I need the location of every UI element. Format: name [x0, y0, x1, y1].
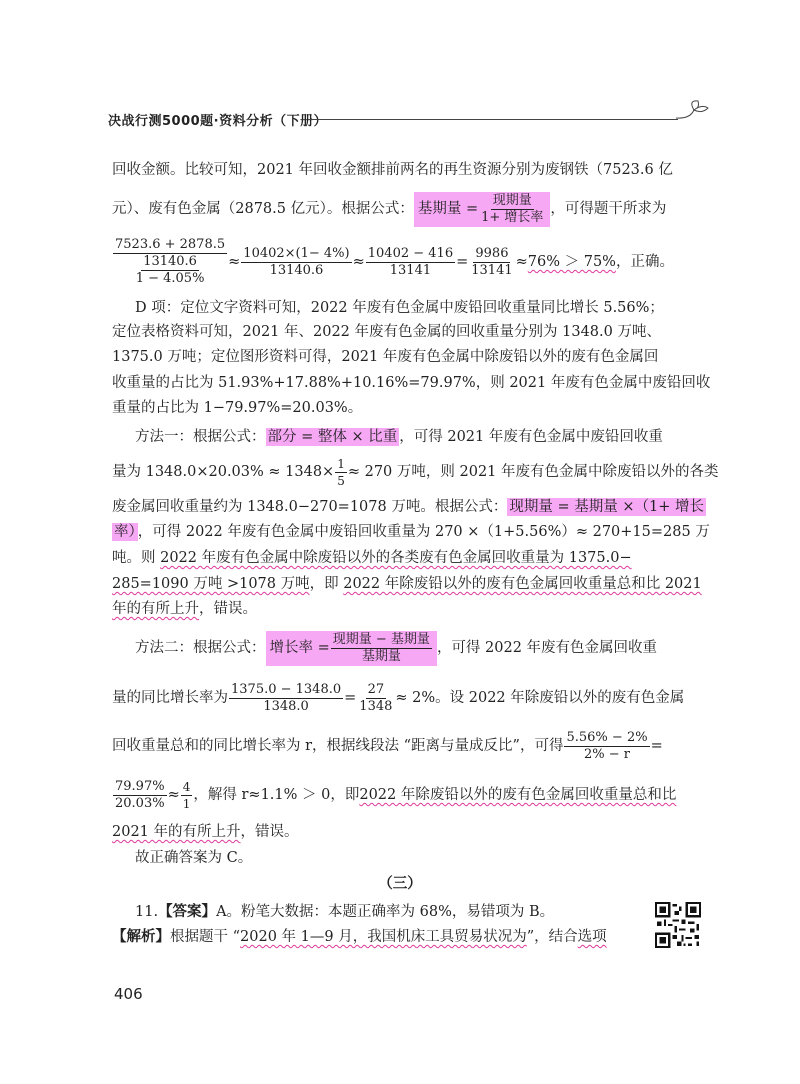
running-header: 决战行测5000题·资料分析（下册）: [108, 114, 328, 129]
p2-line5: 重量的占比为 1−79.97%=20.03%。: [112, 400, 363, 416]
conclusion: 故正确答案为 C。: [135, 850, 253, 866]
p4-line3: 回收重量总和的同比增长率为 r，根据线段法 “距离与量成反比”，可得 $\frac{5.56\% - 2\%}{2\% - r}$ =: [112, 729, 663, 762]
q11-analysis: 【解析】根据题干 “2020 年 1—9 月，我国机床工具贸易状况为”，结合选项: [112, 928, 607, 945]
p4-line5: 2021 年的有所上升，错误。: [112, 824, 299, 840]
formula-part-whole: 部分 = 整体 × 比重: [267, 429, 398, 445]
qr-code-icon[interactable]: [655, 902, 701, 948]
formula-current-period: 现期量 = 基期量 ×（1+ 增长: [509, 499, 704, 515]
calc-frac-2: $\frac{10402\times(1- 4\%)}{13140.6}$: [243, 245, 350, 278]
q11-answer: 11.【答案】A。粉笔大数据：本题正确率为 68%，易错项为 B。: [135, 903, 555, 920]
p3-line1: 方法一：根据公式： 部分 = 整体 × 比重 ，可得 2021 年废有色金属中废铅回收重: [135, 429, 663, 445]
formula-growth-rate: 增长率 = $\frac{\text{现期量 − 基期量}}{\text{基期量}}$: [266, 631, 437, 666]
section-heading: （三）: [378, 875, 422, 892]
p2-line1: D 项：定位文字资料可知，2022 年废有色金属中废铅回收重量同比增长 5.56%；: [135, 300, 664, 316]
calc-frac-3: $\frac{10402 - 416}{13141}$: [367, 245, 454, 278]
p4-line1: 方法二：根据公式： 增长率 = $\frac{\text{现期量 − 基期量}}{\text{基期量}}$ ，可得 2022 年废有色金属回收重: [135, 631, 658, 664]
p2-line2: 定位表格资料可知，2021 年、2022 年废有色金属的回收重量分别为 1348.0 万吨、: [112, 324, 661, 340]
p3-line4: 率） ，可得 2022 年废有色金属中废铅回收重量为 270 ×（1+5.56%）≈ 270+15=285 万: [114, 524, 710, 540]
p4-line2: 量的同比增长率为 $\frac{1375.0 - 1348.0}{1348.0}$ = $\frac{27}{1348}$ ≈ 2%。设 2022 年除废铅以外的废有色金属: [112, 681, 685, 714]
p3-line5: 吨。则 2022 年废有色金属中除废铅以外的各类废有色金属回收重量为 1375.0−: [112, 550, 632, 566]
p3-line7: 年的有所上升，错误。: [112, 601, 257, 617]
header-rule: [308, 119, 678, 120]
p3-line3: 废金属回收重量约为 1348.0−270=1078 万吨。根据公式： 现期量 = 基期量 ×（1+ 增长: [112, 499, 704, 515]
p1-line1: 回收金额。比较可知，2021 年回收金额排前两名的再生资源分别为废钢铁（7523.6 亿: [112, 162, 673, 178]
p4-line4: $\frac{79.97\%}{20.03\%}$ ≈ $\frac{4}{1}$ ，解得 r≈1.1% ＞ 0，即 2022 年除废铅以外的废有色金属回收重量总和比: [115, 778, 677, 811]
frac-one-fifth: $\frac{1}{5}$: [337, 456, 345, 488]
p2-line3: 1375.0 万吨；定位图形资料可得，2021 年废有色金属中除废铅以外的废有色金属回: [112, 349, 659, 365]
calc-frac-4: $\frac{9986}{13141}$: [471, 245, 513, 278]
p3-line2: 量为 1348.0×20.03% ≈ 1348× $\frac{1}{5}$ ≈ 270 万吨，则 2021 年废有色金属中除废铅以外的各类: [112, 456, 719, 488]
page-number: 406: [114, 985, 143, 1003]
p3-line6: 285=1090 万吨 >1078 万吨，即 2022 年除废铅以外的废有色金属回收重量总和比 2021: [112, 576, 702, 592]
p1-line2: 元）、废有色金属（2878.5 亿元）。根据公式： 基期量 = $\frac{\text{现期量}}{\text{1+ 增长率}}$ ，可得题干所求为: [112, 192, 667, 225]
calc-frac-1: $\frac{7523.6 + 2878.5}{\frac{13140.6}{1 - 4.05\%}}$: [115, 237, 226, 286]
formula-base-period: 基期量 = $\frac{\text{现期量}}{\text{1+ 增长率}}$: [414, 192, 551, 227]
leaf-icon: [672, 98, 712, 122]
p1-calculation: $\frac{7523.6 + 2878.5}{\frac{13140.6}{1 - 4.05\%}}$ ≈ $\frac{10402\times(1- 4\%)}{13140.6}$ ≈ $\frac{10402 - 416}{13141}$ = $\frac{9986}{13141}$ ≈ 76% ＞ 75% ，正确。: [115, 237, 674, 286]
p2-line4: 收重量的占比为 51.93%+17.88%+10.16%=79.97%，则 2021 年废有色金属中废铅回收: [112, 375, 711, 391]
